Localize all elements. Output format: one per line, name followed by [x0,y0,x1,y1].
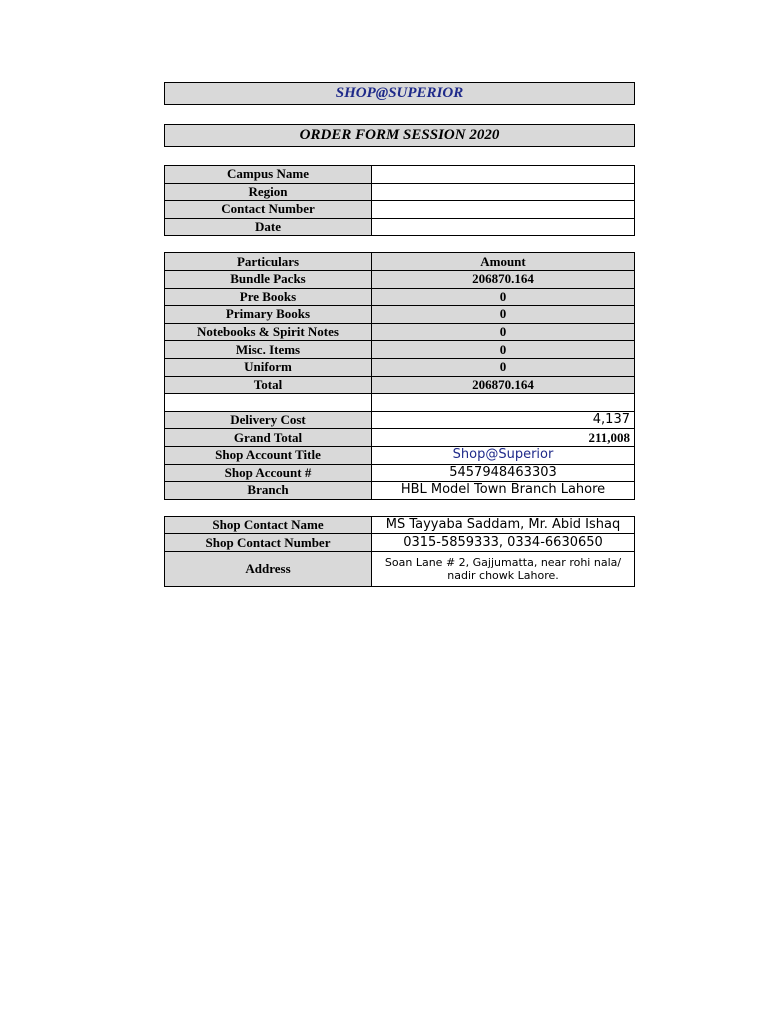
address-value: Soan Lane # 2, Gajjumatta, near rohi nala/ nadir chowk Lahore. [372,551,635,586]
uniform-amount: 0 [372,358,635,376]
table-row [165,166,635,184]
notebooks-amount: 0 [372,323,635,341]
pre-books-amount: 0 [372,288,635,306]
contact-name-label: Shop Contact Name [165,516,372,534]
blank-cell [165,394,372,412]
table-row [165,341,635,359]
bundle-packs-label: Bundle Packs [165,270,372,288]
table-row [165,288,635,306]
delivery-cost-label: Delivery Cost [165,411,372,429]
table-row [165,306,635,324]
table-header-row [165,253,635,271]
total-label: Total [165,376,372,394]
campus-info-table [164,165,635,236]
shop-title-banner: SHOP@SUPERIOR [164,82,635,105]
contact-table [164,516,635,587]
misc-items-label: Misc. Items [165,341,372,359]
grand-total-label: Grand Total [165,429,372,447]
blank-cell [372,394,635,412]
contact-name-value: MS Tayyaba Saddam, Mr. Abid Ishaq [372,516,635,534]
account-number-label: Shop Account # [165,464,372,482]
uniform-label: Uniform [165,358,372,376]
table-row [165,218,635,236]
grand-total-value: 211,008 [372,429,635,447]
table-row [165,358,635,376]
region-label: Region [165,183,372,201]
table-row [165,411,635,429]
primary-books-amount: 0 [372,306,635,324]
delivery-cost-value: 4,137 [372,411,635,429]
pre-books-label: Pre Books [165,288,372,306]
order-form-page [164,82,635,587]
date-label: Date [165,218,372,236]
table-row [165,534,635,552]
branch-value: HBL Model Town Branch Lahore [372,482,635,500]
campus-name-label: Campus Name [165,166,372,184]
table-row [165,464,635,482]
table-row [165,516,635,534]
notebooks-label: Notebooks & Spirit Notes [165,323,372,341]
account-title-label: Shop Account Title [165,446,372,464]
particulars-header: Particulars [165,253,372,271]
table-row [165,446,635,464]
table-row [165,482,635,500]
total-amount: 206870.164 [372,376,635,394]
particulars-table [164,252,635,499]
amount-header: Amount [372,253,635,271]
primary-books-label: Primary Books [165,306,372,324]
region-field[interactable] [372,183,635,201]
table-row [165,323,635,341]
contact-number-value: 0315-5859333, 0334-6630650 [372,534,635,552]
misc-items-amount: 0 [372,341,635,359]
account-number-value: 5457948463303 [372,464,635,482]
table-row [165,201,635,219]
table-row [165,551,635,586]
table-row [165,183,635,201]
table-row [165,376,635,394]
contact-number-label: Contact Number [165,201,372,219]
table-row [165,429,635,447]
address-label: Address [165,551,372,586]
bundle-packs-amount: 206870.164 [372,270,635,288]
date-field[interactable] [372,218,635,236]
spacer-row [165,394,635,412]
contact-number-field[interactable] [372,201,635,219]
table-row [165,270,635,288]
account-title-value: Shop@Superior [372,446,635,464]
branch-label: Branch [165,482,372,500]
order-form-title-banner: ORDER FORM SESSION 2020 [164,124,635,147]
campus-name-field[interactable] [372,166,635,184]
contact-number-label: Shop Contact Number [165,534,372,552]
